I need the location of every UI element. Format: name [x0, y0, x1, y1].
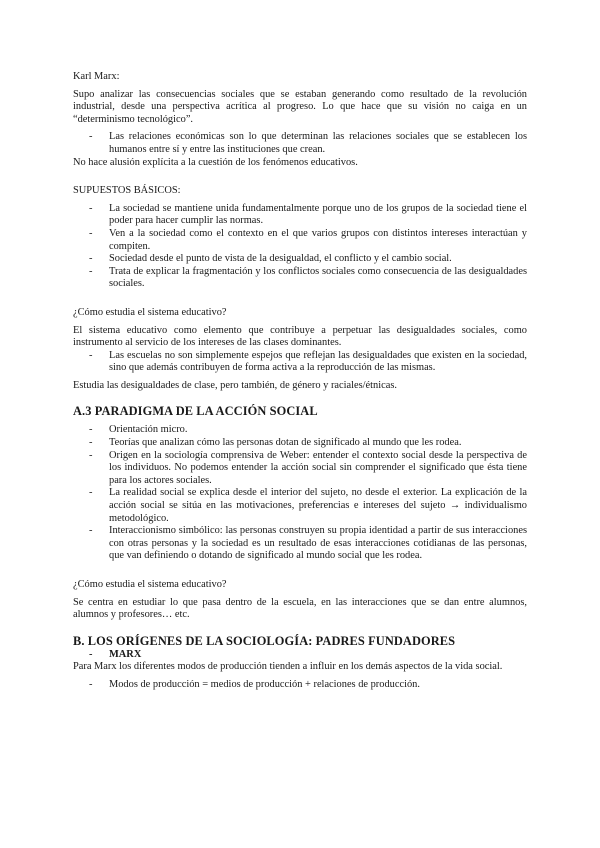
paragraph-note: No hace alusión explícita a la cuestión de los fenómenos educativos.	[73, 156, 358, 168]
bullet-list-economic	[73, 131, 527, 156]
list-item: - Teorías que analizan cómo las personas dotan de significado al mundo que les rodea.	[73, 437, 527, 450]
list-item: - Sociedad desde el punto de vista de la desigualdad, el conflicto y el cambio social.	[73, 253, 527, 266]
paragraph-note: Estudia las desigualdades de clase, pero también, de género y raciales/étnicas.	[73, 379, 398, 391]
paragraph-escuela: Se centra en estudiar lo que pasa dentro de la escuela, en las interacciones que se dan entre alumnos, alumnos y profesores… etc.	[73, 596, 527, 621]
list-item: - Ven a la sociedad como el contexto en el que varios grupos con distintos intereses interactúan y compiten.	[73, 228, 527, 253]
bullet-list-escuelas	[73, 350, 527, 375]
bullet-list-produccion	[73, 679, 527, 692]
section-heading-a3: A.3 PARADIGMA DE LA ACCIÓN SOCIAL	[73, 404, 318, 419]
bullet-list-accion-social	[73, 424, 527, 563]
list-item: - Las relaciones económicas son lo que determinan las relaciones sociales que se establecen los humanos entre sí y entre las instituciones que crean.	[73, 131, 527, 156]
paragraph-modos: Para Marx los diferentes modos de producción tienden a influir en los demás aspectos de la vida social.	[73, 661, 503, 673]
paragraph-sistema-educativo: El sistema educativo como elemento que contribuye a perpetuar las desigualdades sociales, como instrumento al servicio de los intereses de las clases dominantes.	[73, 324, 527, 349]
bullet-list-supuestos	[73, 203, 527, 291]
list-item: - La sociedad se mantiene unida fundamentalmente porque uno de los grupos de la sociedad tiene el poder para hacer cumplir las normas.	[73, 203, 527, 228]
list-item-marx: - MARX	[73, 649, 527, 662]
list-item: - Modos de producción = medios de producción + relaciones de producción.	[73, 679, 527, 692]
list-item: - La realidad social se explica desde el interior del sujeto, no desde el exterior. La explicación de la acción social se sitúa en las motivaciones, preferencias e intereses del sujeto → individualismo metodológico.	[73, 487, 527, 525]
question-heading: ¿Cómo estudia el sistema educativo?	[73, 579, 227, 590]
list-item: - Interaccionismo simbólico: las personas construyen su propia identidad a partir de sus interacciones con otras personas y la sociedad es un resultado de esas interacciones cotidianas de las personas, que van definiendo o dotando de significado al mundo social que les rodea.	[73, 525, 527, 563]
list-item: - Orientación micro.	[73, 424, 527, 437]
list-item: - Origen en la sociología comprensiva de Weber: entender el contexto social desde la perspectiva de los individuos. No podemos entender la acción social sin comprender el significado que ésta tiene para los actores sociales.	[73, 450, 527, 488]
section-heading-supuestos: SUPUESTOS BÁSICOS:	[73, 185, 181, 197]
list-item: - Trata de explicar la fragmentación y los conflictos sociales como consecuencia de las desigualdades sociales.	[73, 266, 527, 291]
section-heading-b: B. LOS ORÍGENES DE LA SOCIOLOGÍA: PADRES FUNDADORES	[73, 633, 456, 648]
bullet-list-marx	[73, 649, 527, 662]
document-content	[73, 71, 527, 692]
question-heading: ¿Cómo estudia el sistema educativo?	[73, 306, 227, 318]
list-item: - Las escuelas no son simplemente espejos que reflejan las desigualdades que existen en la sociedad, sino que además contribuyen de forma activa a la reproducción de las mismas.	[73, 350, 527, 375]
paragraph-intro: Supo analizar las consecuencias sociales que se estaban generando como resultado de la revolución industrial, desde una perspectiva acrítica al progreso. Lo que hace que su visión no caiga en un “determinismo tecnológico”.	[73, 88, 527, 125]
section-heading-karl-marx: Karl Marx:	[73, 71, 120, 82]
